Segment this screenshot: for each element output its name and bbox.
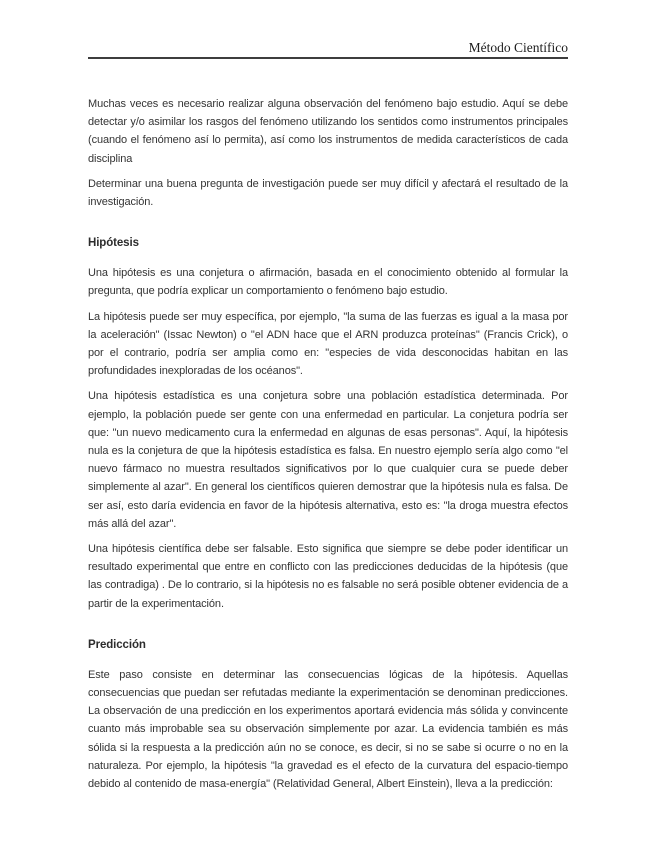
paragraph-observacion: Muchas veces es necesario realizar alguna observación del fenómeno bajo estudio. Aquí se debe detectar y/o asimilar los rasgos del fenómeno utilizando los sentidos como instrumentos principales (cuando el fenómeno así lo permita), así como los instrumentos de medida característicos de cada disciplina [88, 98, 568, 165]
paragraph-hipotesis-definicion: Una hipótesis es una conjetura o afirmación, basada en el conocimiento obtenido al formular la pregunta, que podría explicar un comportamiento o fenómeno bajo estudio. [88, 267, 568, 298]
section-heading-prediccion: Predicción [88, 638, 146, 651]
paragraph-hipotesis-falsable: Una hipótesis científica debe ser falsable. Esto significa que siempre se debe poder identificar un resultado experimental que entre en conflicto con las predicciones deducidas de la hipótesis (que las contradiga) . De lo contrario, si la hipótesis no es falsable no será posible obtener evidencia de a partir de la experimentación. [88, 543, 568, 610]
header-rule [88, 57, 568, 59]
section-heading-hipotesis: Hipótesis [88, 237, 139, 250]
page-header [88, 40, 568, 57]
paragraph-hipotesis-estadistica: Una hipótesis estadística es una conjetura sobre una población estadística determinada. Por ejemplo, la población puede ser gente con una enfermedad en particular. La conjetura podría ser que: "un nuevo medicamento cura la enfermedad en algunas de esas personas". Aquí, la hipótesis nula es la conjetura de que la hipótesis estadística es falsa. En nuestro ejemplo sería algo como "el nuevo fármaco no muestra resultados significativos por lo que cualquier cura se puede deber simplemente al azar". En general los científicos quieren demostrar que la hipótesis nula es falsa. De ser así, esto daría evidencia en favor de la hipótesis alternativa, esto es: "la droga muestra efectos más allá del azar". [88, 390, 568, 530]
paragraph-prediccion: Este paso consiste en determinar las consecuencias lógicas de la hipótesis. Aquellas consecuencias que puedan ser refutadas mediante la experimentación se denominan predicciones. La observación de una predicción en los experimentos aportará evidencia más sólida y convincente cuanto más improbable sea su observación simplemente por azar. La evidencia también es más sólida si la respuesta a la predicción aún no se conoce, es decir, si no se sabe si ocurre o no en la naturaleza. Por ejemplo, la hipótesis "la gravedad es el efecto de la curvatura del espacio-tiempo debido al contenido de masa-energía" (Relatividad General, Albert Einstein), lleva a la predicción: [88, 668, 568, 791]
page-header-title: Método Científico [468, 40, 568, 55]
document-body [88, 95, 568, 793]
paragraph-hipotesis-especifica: La hipótesis puede ser muy específica, por ejemplo, "la suma de las fuerzas es igual a la masa por la aceleración" (Issac Newton) o "el ADN hace que el ARN produzca proteínas" (Francis Crick), o por el contrario, podría ser amplia como en: "especies de vida desconocidas habitan en las profundidades inexploradas de los océanos". [88, 310, 568, 378]
paragraph-pregunta-investigacion: Determinar una buena pregunta de investigación puede ser muy difícil y afectará el resultado de la investigación. [88, 177, 568, 209]
